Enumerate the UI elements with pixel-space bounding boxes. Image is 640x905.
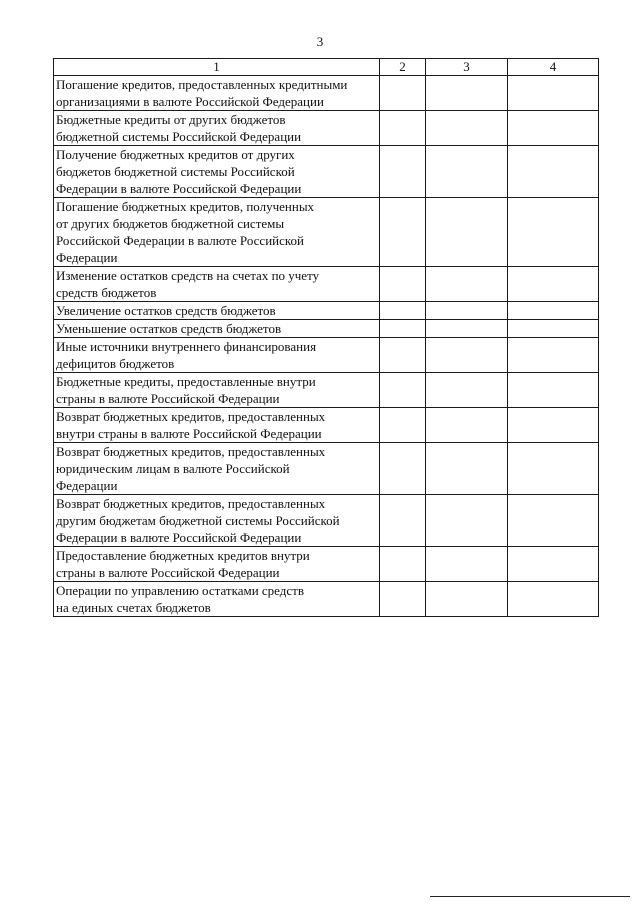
empty-cell-col-4: [508, 111, 599, 146]
row-label: Увеличение остатков средств бюджетов: [54, 302, 380, 320]
row-label: Погашение кредитов, предоставленных кредитными организациями в валюте Российской Федерации: [54, 76, 380, 111]
empty-cell-col-2: [380, 198, 426, 267]
empty-cell-col-3: [426, 495, 508, 547]
table-row: [54, 408, 599, 443]
empty-cell-col-2: [380, 408, 426, 443]
empty-cell-col-4: [508, 338, 599, 373]
row-label: Иные источники внутреннего финансирования дефицитов бюджетов: [54, 338, 380, 373]
column-header-4: 4: [508, 59, 599, 76]
empty-cell-col-2: [380, 267, 426, 302]
empty-cell-col-2: [380, 111, 426, 146]
row-label: Возврат бюджетных кредитов, предоставленных внутри страны в валюте Российской Федерации: [54, 408, 380, 443]
budget-sources-table: [53, 58, 599, 617]
row-label: Погашение бюджетных кредитов, полученных от других бюджетов бюджетной системы Российской Федерации в валюте Российской Федерации: [54, 198, 380, 267]
column-header-1: 1: [54, 59, 380, 76]
table-header-row: [54, 59, 599, 76]
row-label: Бюджетные кредиты, предоставленные внутри страны в валюте Российской Федерации: [54, 373, 380, 408]
table-row: [54, 373, 599, 408]
page-number: 3: [316, 34, 324, 49]
row-label: Получение бюджетных кредитов от других бюджетов бюджетной системы Российской Федерации в валюте Российской Федерации: [54, 146, 380, 198]
empty-cell-col-2: [380, 547, 426, 582]
empty-cell-col-2: [380, 582, 426, 617]
table-row: [54, 547, 599, 582]
footer-rule: [430, 896, 630, 897]
empty-cell-col-2: [380, 443, 426, 495]
empty-cell-col-3: [426, 146, 508, 198]
table-row: [54, 320, 599, 338]
empty-cell-col-2: [380, 302, 426, 320]
table-row: [54, 146, 599, 198]
empty-cell-col-4: [508, 198, 599, 267]
row-label: Уменьшение остатков средств бюджетов: [54, 320, 380, 338]
empty-cell-col-2: [380, 338, 426, 373]
empty-cell-col-3: [426, 267, 508, 302]
empty-cell-col-2: [380, 76, 426, 111]
table-row: [54, 267, 599, 302]
empty-cell-col-4: [508, 267, 599, 302]
empty-cell-col-4: [508, 302, 599, 320]
row-label: Возврат бюджетных кредитов, предоставленных другим бюджетам бюджетной системы Российской Федерации в валюте Российской Федерации: [54, 495, 380, 547]
table-row: [54, 495, 599, 547]
empty-cell-col-2: [380, 146, 426, 198]
table-row: [54, 582, 599, 617]
empty-cell-col-4: [508, 443, 599, 495]
table-row: [54, 76, 599, 111]
row-label: Изменение остатков средств на счетах по учету средств бюджетов: [54, 267, 380, 302]
row-label: Операции по управлению остатками средств на единых счетах бюджетов: [54, 582, 380, 617]
row-label: Бюджетные кредиты от других бюджетов бюджетной системы Российской Федерации: [54, 111, 380, 146]
empty-cell-col-3: [426, 198, 508, 267]
empty-cell-col-4: [508, 582, 599, 617]
empty-cell-col-2: [380, 320, 426, 338]
empty-cell-col-3: [426, 408, 508, 443]
empty-cell-col-2: [380, 373, 426, 408]
column-header-2: 2: [380, 59, 426, 76]
empty-cell-col-2: [380, 495, 426, 547]
empty-cell-col-3: [426, 547, 508, 582]
table-row: [54, 338, 599, 373]
empty-cell-col-4: [508, 146, 599, 198]
empty-cell-col-3: [426, 443, 508, 495]
empty-cell-col-4: [508, 373, 599, 408]
empty-cell-col-4: [508, 495, 599, 547]
table-row: [54, 443, 599, 495]
table-row: [54, 198, 599, 267]
row-label: Возврат бюджетных кредитов, предоставленных юридическим лицам в валюте Российской Федерации: [54, 443, 380, 495]
table-body: [54, 76, 599, 617]
table-row: [54, 302, 599, 320]
empty-cell-col-4: [508, 320, 599, 338]
empty-cell-col-3: [426, 111, 508, 146]
row-label: Предоставление бюджетных кредитов внутри страны в валюте Российской Федерации: [54, 547, 380, 582]
empty-cell-col-3: [426, 338, 508, 373]
empty-cell-col-4: [508, 547, 599, 582]
empty-cell-col-4: [508, 408, 599, 443]
empty-cell-col-3: [426, 582, 508, 617]
empty-cell-col-4: [508, 76, 599, 111]
empty-cell-col-3: [426, 373, 508, 408]
column-header-3: 3: [426, 59, 508, 76]
empty-cell-col-3: [426, 320, 508, 338]
empty-cell-col-3: [426, 302, 508, 320]
empty-cell-col-3: [426, 76, 508, 111]
table-row: [54, 111, 599, 146]
